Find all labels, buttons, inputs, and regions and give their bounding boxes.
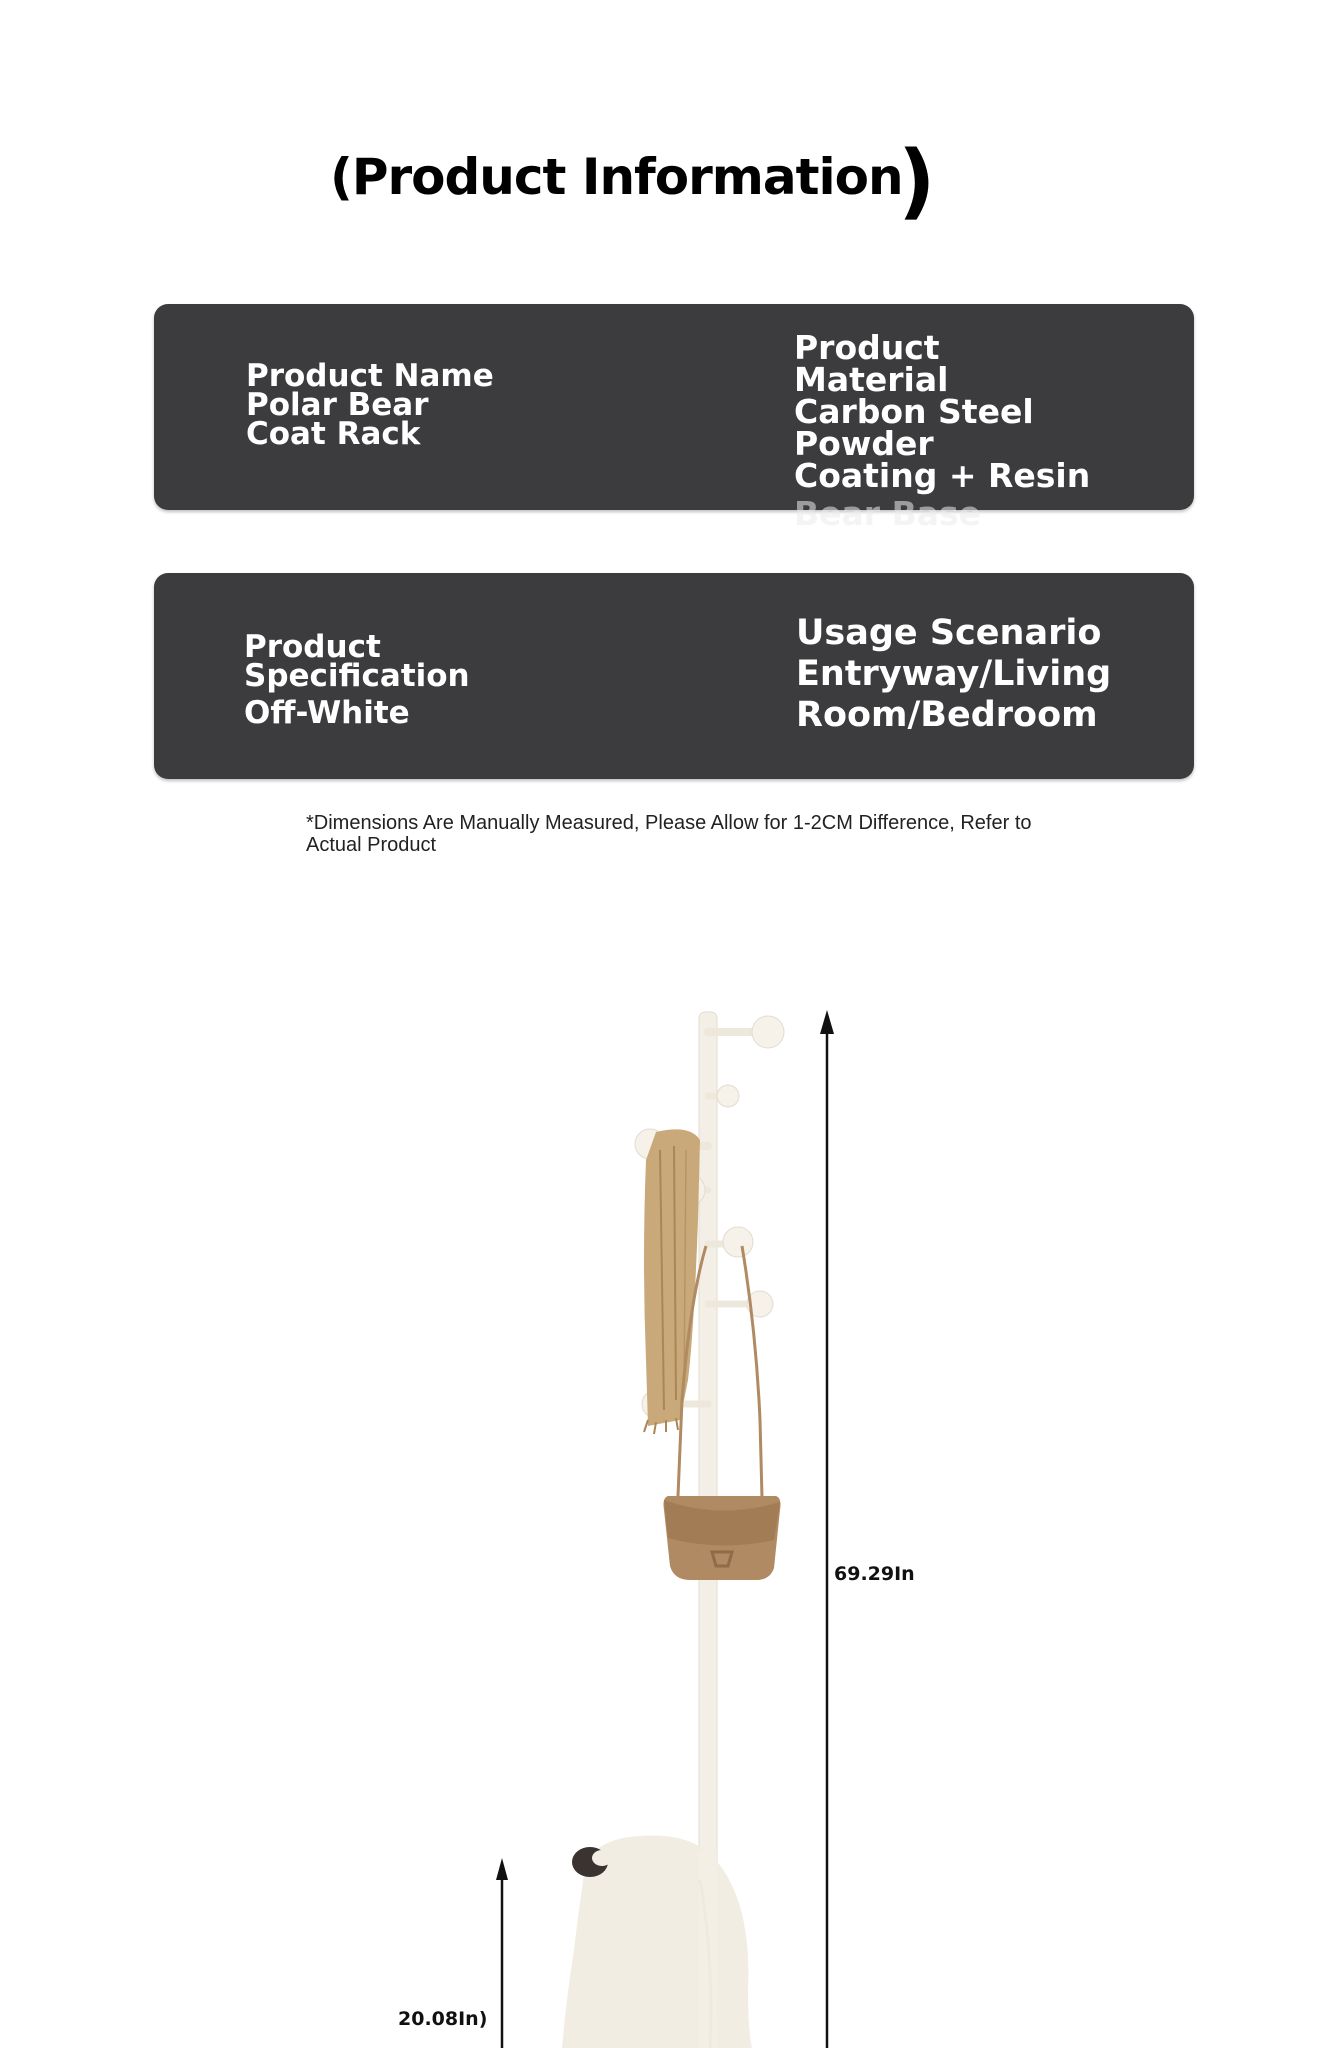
page-title: (Product Information — [330, 148, 903, 206]
product-name-cell — [246, 358, 626, 452]
title-close-paren: ) — [898, 134, 936, 229]
usage-value-2: Room/Bedroom — [796, 695, 1098, 735]
material-value-1: Carbon Steel — [794, 392, 1034, 431]
product-name-value-2: Coat Rack — [246, 416, 421, 452]
usage-value-1: Entryway/Living — [796, 654, 1112, 694]
material-overflow-text: Bear Base — [794, 494, 982, 533]
scarf — [644, 1129, 700, 1434]
material-value-3: Coating + Resin — [794, 456, 1091, 495]
product-spec-cell — [244, 629, 624, 731]
height-dimension-line — [820, 1010, 834, 2048]
material-label-2: Material — [794, 360, 949, 399]
material-label-1: Product — [794, 328, 940, 367]
usage-label: Usage Scenario — [796, 613, 1102, 653]
material-value-2: Powder — [794, 424, 934, 463]
base-dimension-label: 20.08In) — [398, 2008, 488, 2030]
base-dimension-line — [496, 1858, 508, 2048]
height-dimension-label: 69.29In — [834, 1563, 915, 1585]
product-name-label: Product Name — [246, 358, 494, 394]
info-panel-spec-usage — [154, 573, 1194, 779]
info-panel-name-material — [154, 304, 1194, 510]
product-material-cell — [794, 328, 1104, 495]
title-block — [322, 128, 942, 248]
handbag — [664, 1246, 781, 1580]
usage-scenario-cell — [796, 613, 1126, 736]
product-name-value-1: Polar Bear — [246, 387, 429, 423]
dimension-disclaimer: *Dimensions Are Manually Measured, Please Allow for 1-2CM Difference, Refer to Actual Product — [306, 812, 1032, 856]
rack-pole — [699, 1012, 717, 2048]
spec-label-2: Specification — [244, 658, 470, 694]
spec-label-1: Product — [244, 629, 381, 665]
rack-hooks — [635, 1016, 784, 1418]
spec-value: Off-White — [244, 695, 410, 731]
polar-bear-base — [562, 1835, 752, 2048]
